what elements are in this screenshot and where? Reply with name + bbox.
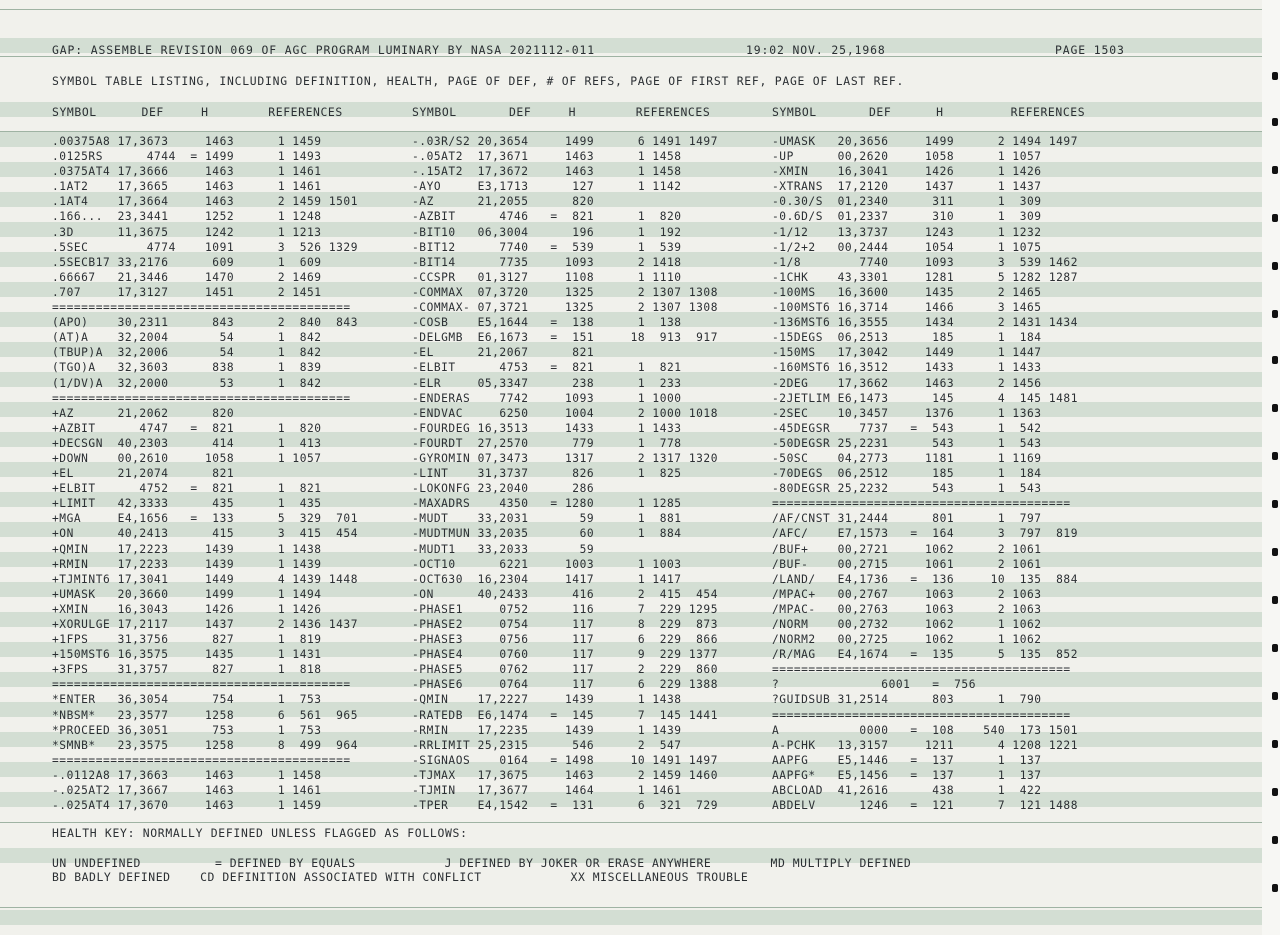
table-row: ========================================= <box>772 497 1071 511</box>
table-row: -UP 00,2620 1058 1 1057 <box>772 150 1042 164</box>
table-row: -2SEC 10,3457 1376 1 1363 <box>772 406 1042 420</box>
table-row: -.025AT2 17,3667 1463 1 1461 <box>52 784 322 798</box>
table-row: -RMIN 17,2235 1439 1 1439 <box>412 723 682 737</box>
feed-hole <box>1272 500 1278 508</box>
table-row: -1/12 13,3737 1243 1 1232 <box>772 225 1042 239</box>
table-row: (TGO)A 32,3603 838 1 839 <box>52 361 322 375</box>
feed-hole <box>1272 644 1278 652</box>
table-row: .707 17,3127 1451 2 1451 <box>52 285 322 299</box>
table-row: ========================================= <box>772 663 1071 677</box>
table-row: -EL 21,2067 821 <box>412 346 595 360</box>
table-row: -COMMAX- 07,3721 1325 2 1307 1308 <box>412 301 718 315</box>
table-row: -PHASE3 0756 117 6 229 866 <box>412 633 718 647</box>
table-row: -XMIN 16,3041 1426 1 1426 <box>772 165 1042 179</box>
table-row: ? 6001 = 756 <box>772 678 976 692</box>
feed-hole <box>1272 118 1278 126</box>
table-row: ========================================= <box>52 391 351 405</box>
table-row: -PHASE2 0754 117 8 229 873 <box>412 618 718 631</box>
table-row: -0.30/S 01,2340 311 1 309 <box>772 195 1042 209</box>
table-row: -QMIN 17,2227 1439 1 1438 <box>412 693 682 707</box>
table-row: -PHASE6 0764 117 6 229 1388 <box>412 678 718 692</box>
table-row: -MUDT 33,2031 59 1 881 <box>412 512 682 526</box>
feed-hole <box>1272 262 1278 270</box>
page-rule <box>0 822 1262 823</box>
table-row: -CCSPR 01,3127 1108 1 1110 <box>412 270 682 284</box>
table-row: -PHASE5 0762 117 2 229 860 <box>412 663 718 677</box>
health-key-line: UN UNDEFINED = DEFINED BY EQUALS J DEFINED BY JOKER OR ERASE ANYWHERE MD MULTIPLY DEFINED <box>52 856 912 870</box>
table-row: -OCT630 16,2304 1417 1 1417 <box>412 572 682 586</box>
table-row: -FOURDEG 16,3513 1433 1 1433 <box>412 421 682 435</box>
table-row: +DOWN 00,2610 1058 1 1057 <box>52 451 322 465</box>
listing-subtitle: SYMBOL TABLE LISTING, INCLUDING DEFINITION, HEALTH, PAGE OF DEF, # OF REFS, PAGE OF FIRST REF, PAGE OF LAST REF. <box>52 74 905 88</box>
table-row: A-PCHK 13,3157 1211 4 1208 1221 <box>772 738 1078 752</box>
table-row: -COSB E5,1644 = 138 1 138 <box>412 316 682 330</box>
table-row: -100MST6 16,3714 1466 3 1465 <box>772 301 1042 315</box>
table-row: (AT)A 32,2004 54 1 842 <box>52 331 322 345</box>
table-row: ABDELV 1246 = 121 7 121 1488 <box>772 799 1078 813</box>
table-row: -50DEGSR 25,2231 543 1 543 <box>772 436 1042 450</box>
table-row: *NBSM* 23,3577 1258 6 561 965 <box>52 708 358 722</box>
table-row: -1/8 7740 1093 3 539 1462 <box>772 255 1078 269</box>
page-rule <box>0 907 1262 908</box>
table-row: -.03R/S2 20,3654 1499 6 1491 1497 <box>412 135 718 148</box>
table-row: (APO) 30,2311 843 2 840 843 <box>52 316 358 330</box>
feed-hole <box>1272 884 1278 892</box>
table-row: .0375AT4 17,3666 1463 1 1461 <box>52 165 322 179</box>
table-row: -BIT10 06,3004 196 1 192 <box>412 225 682 239</box>
table-row: -ENDERAS 7742 1093 1 1000 <box>412 391 682 405</box>
table-row: ========================================= <box>52 678 351 692</box>
table-row: -DELGMB E6,1673 = 151 18 913 917 <box>412 331 718 345</box>
table-row: -15DEGS 06,2513 185 1 184 <box>772 331 1042 345</box>
table-row: -1/2+2 00,2444 1054 1 1075 <box>772 240 1042 254</box>
feed-hole <box>1272 166 1278 174</box>
feed-hole <box>1272 596 1278 604</box>
table-row: -LINT 31,3737 826 1 825 <box>412 467 682 481</box>
table-row: /BUF+ 00,2721 1062 2 1061 <box>772 542 1042 556</box>
feed-hole <box>1272 740 1278 748</box>
table-row: +LIMIT 42,3333 435 1 435 <box>52 497 322 511</box>
table-row: -ON 40,2433 416 2 415 454 <box>412 587 718 601</box>
table-row: ========================================= <box>52 301 351 315</box>
page-rule <box>0 9 1262 10</box>
table-row: ?GUIDSUB 31,2514 803 1 790 <box>772 693 1042 707</box>
table-row: -TJMAX 17,3675 1463 2 1459 1460 <box>412 768 718 782</box>
table-row: /AF/CNST 31,2444 801 1 797 <box>772 512 1042 526</box>
table-row: +150MST6 16,3575 1435 1 1431 <box>52 648 322 662</box>
table-row: -136MST6 16,3555 1434 2 1431 1434 <box>772 316 1078 330</box>
feed-hole <box>1272 836 1278 844</box>
table-row: (TBUP)A 32,2006 54 1 842 <box>52 346 322 360</box>
table-row: .66667 21,3446 1470 2 1469 <box>52 270 322 284</box>
table-row: -2DEG 17,3662 1463 2 1456 <box>772 376 1042 390</box>
feed-hole <box>1272 72 1278 80</box>
symbol-column-3 <box>772 134 1078 813</box>
health-key-title: HEALTH KEY: NORMALLY DEFINED UNLESS FLAGGED AS FOLLOWS: <box>52 826 468 840</box>
table-row: +MGA E4,1656 = 133 5 329 701 <box>52 512 358 526</box>
feed-hole <box>1272 356 1278 364</box>
table-row: -160MST6 16,3512 1433 1 1433 <box>772 361 1042 375</box>
table-row: -ELR 05,3347 238 1 233 <box>412 376 682 390</box>
table-row: -PHASE1 0752 116 7 229 1295 <box>412 602 718 616</box>
table-row: -.0112A8 17,3663 1463 1 1458 <box>52 768 322 782</box>
table-row: -TPER E4,1542 = 131 6 321 729 <box>412 799 718 813</box>
table-row: -BIT14 7735 1093 2 1418 <box>412 255 682 269</box>
table-row: .1AT4 17,3664 1463 2 1459 1501 <box>52 195 358 209</box>
table-row: -OCT10 6221 1003 1 1003 <box>412 557 682 571</box>
symbol-column-1 <box>52 134 358 813</box>
table-row: *PROCEED 36,3051 753 1 753 <box>52 723 322 737</box>
table-row: /AFC/ E7,1573 = 164 3 797 819 <box>772 527 1078 541</box>
column-header: SYMBOL DEF H REFERENCES <box>412 105 711 119</box>
table-row: (1/DV)A 32,2000 53 1 842 <box>52 376 322 390</box>
table-row: -COMMAX 07,3720 1325 2 1307 1308 <box>412 285 718 299</box>
table-row: /MPAC+ 00,2767 1063 2 1063 <box>772 587 1042 601</box>
table-row: .5SECB17 33,2176 609 1 609 <box>52 255 322 269</box>
table-row: ABCLOAD 41,2616 438 1 422 <box>772 784 1042 798</box>
table-row: -GYROMIN 07,3473 1317 2 1317 1320 <box>412 451 718 465</box>
table-row: +UMASK 20,3660 1499 1 1494 <box>52 587 322 601</box>
table-row: +TJMINT6 17,3041 1449 4 1439 1448 <box>52 572 358 586</box>
table-row: .1AT2 17,3665 1463 1 1461 <box>52 180 322 194</box>
symbol-column-2 <box>412 134 718 813</box>
feed-hole <box>1272 310 1278 318</box>
table-row: *SMNB* 23,3575 1258 8 499 964 <box>52 738 358 752</box>
table-row: +EL 21,2074 821 <box>52 467 235 481</box>
table-row: -2JETLIM E6,1473 145 4 145 1481 <box>772 391 1078 405</box>
green-bar <box>0 910 1262 925</box>
table-row: +ON 40,2413 415 3 415 454 <box>52 527 358 541</box>
table-row: +QMIN 17,2223 1439 1 1438 <box>52 542 322 556</box>
table-row: -ELBIT 4753 = 821 1 821 <box>412 361 682 375</box>
table-row: +AZ 21,2062 820 <box>52 406 235 420</box>
tractor-feed-strip <box>1262 0 1280 935</box>
table-row: +3FPS 31,3757 827 1 818 <box>52 663 322 677</box>
table-row: /NORM2 00,2725 1062 1 1062 <box>772 633 1042 647</box>
feed-hole <box>1272 548 1278 556</box>
health-key-line: BD BADLY DEFINED CD DEFINITION ASSOCIATED WITH CONFLICT XX MISCELLANEOUS TROUBLE <box>52 870 749 884</box>
table-row: +XORULGE 17,2117 1437 2 1436 1437 <box>52 618 358 631</box>
table-row: -MUDTMUN 33,2035 60 1 884 <box>412 527 682 541</box>
table-row: +1FPS 31,3756 827 1 819 <box>52 633 322 647</box>
listing-title: GAP: ASSEMBLE REVISION 069 OF AGC PROGRAM LUMINARY BY NASA 2021112-011 <box>52 43 596 57</box>
table-row: +XMIN 16,3043 1426 1 1426 <box>52 602 322 616</box>
table-row: .166... 23,3441 1252 1 1248 <box>52 210 322 224</box>
table-row: +DECSGN 40,2303 414 1 413 <box>52 436 322 450</box>
table-row: -100MS 16,3600 1435 2 1465 <box>772 285 1042 299</box>
table-row: -PHASE4 0760 117 9 229 1377 <box>412 648 718 662</box>
table-row: -LOKONFG 23,2040 286 <box>412 482 595 496</box>
table-row: -ENDVAC 6250 1004 2 1000 1018 <box>412 406 718 420</box>
table-row: -0.6D/S 01,2337 310 1 309 <box>772 210 1042 224</box>
table-row: .00375A8 17,3673 1463 1 1459 <box>52 135 322 148</box>
table-row: -RRLIMIT 25,2315 546 2 547 <box>412 738 682 752</box>
table-row: ========================================= <box>52 753 351 767</box>
table-row: -45DEGSR 7737 = 543 1 542 <box>772 421 1042 435</box>
table-row: -70DEGS 06,2512 185 1 184 <box>772 467 1042 481</box>
table-row: /R/MAG E4,1674 = 135 5 135 852 <box>772 648 1078 662</box>
table-row: A 0000 = 108 540 173 1501 <box>772 723 1078 737</box>
feed-hole <box>1272 452 1278 460</box>
table-row: -50SC 04,2773 1181 1 1169 <box>772 451 1042 465</box>
table-row: -BIT12 7740 = 539 1 539 <box>412 240 682 254</box>
table-row: *ENTER 36,3054 754 1 753 <box>52 693 322 707</box>
table-row: -AYO E3,1713 127 1 1142 <box>412 180 682 194</box>
table-row: -AZBIT 4746 = 821 1 820 <box>412 210 682 224</box>
table-row: -XTRANS 17,2120 1437 1 1437 <box>772 180 1042 194</box>
feed-hole <box>1272 788 1278 796</box>
table-row: -RATEDB E6,1474 = 145 7 145 1441 <box>412 708 718 722</box>
page-rule <box>0 131 1262 132</box>
listing-timestamp: 19:02 NOV. 25,1968 <box>746 43 886 57</box>
table-row: -MAXADRS 4350 = 1280 1 1285 <box>412 497 682 511</box>
table-row: .3D 11,3675 1242 1 1213 <box>52 225 322 239</box>
feed-hole <box>1272 692 1278 700</box>
table-row: +ELBIT 4752 = 821 1 821 <box>52 482 322 496</box>
table-row: -MUDT1 33,2033 59 <box>412 542 595 556</box>
table-row: -AZ 21,2055 820 <box>412 195 595 209</box>
table-row: .0125RS 4744 = 1499 1 1493 <box>52 150 322 164</box>
table-row: -.025AT4 17,3670 1463 1 1459 <box>52 799 322 813</box>
table-row: .5SEC 4774 1091 3 526 1329 <box>52 240 358 254</box>
table-row: -1CHK 43,3301 1281 5 1282 1287 <box>772 270 1078 284</box>
table-row: -TJMIN 17,3677 1464 1 1461 <box>412 784 682 798</box>
table-row: AAPFG E5,1446 = 137 1 137 <box>772 753 1042 767</box>
table-row: +RMIN 17,2233 1439 1 1439 <box>52 557 322 571</box>
table-row: -SIGNAOS 0164 = 1498 10 1491 1497 <box>412 753 718 767</box>
table-row: ========================================= <box>772 708 1071 722</box>
table-row: -.05AT2 17,3671 1463 1 1458 <box>412 150 682 164</box>
column-header: SYMBOL DEF H REFERENCES <box>772 105 1086 119</box>
feed-hole <box>1272 404 1278 412</box>
table-row: /NORM 00,2732 1062 1 1062 <box>772 618 1042 631</box>
table-row: -FOURDT 27,2570 779 1 778 <box>412 436 682 450</box>
feed-hole <box>1272 214 1278 222</box>
table-row: /BUF- 00,2715 1061 2 1061 <box>772 557 1042 571</box>
column-header: SYMBOL DEF H REFERENCES <box>52 105 343 119</box>
table-row: -UMASK 20,3656 1499 2 1494 1497 <box>772 135 1078 148</box>
page-number: PAGE 1503 <box>1055 43 1125 57</box>
table-row: /MPAC- 00,2763 1063 2 1063 <box>772 602 1042 616</box>
table-row: -80DEGSR 25,2232 543 1 543 <box>772 482 1042 496</box>
table-row: -150MS 17,3042 1449 1 1447 <box>772 346 1042 360</box>
table-row: AAPFG* E5,1456 = 137 1 137 <box>772 768 1042 782</box>
table-row: /LAND/ E4,1736 = 136 10 135 884 <box>772 572 1078 586</box>
table-row: +AZBIT 4747 = 821 1 820 <box>52 421 322 435</box>
table-row: -.15AT2 17,3672 1463 1 1458 <box>412 165 682 179</box>
